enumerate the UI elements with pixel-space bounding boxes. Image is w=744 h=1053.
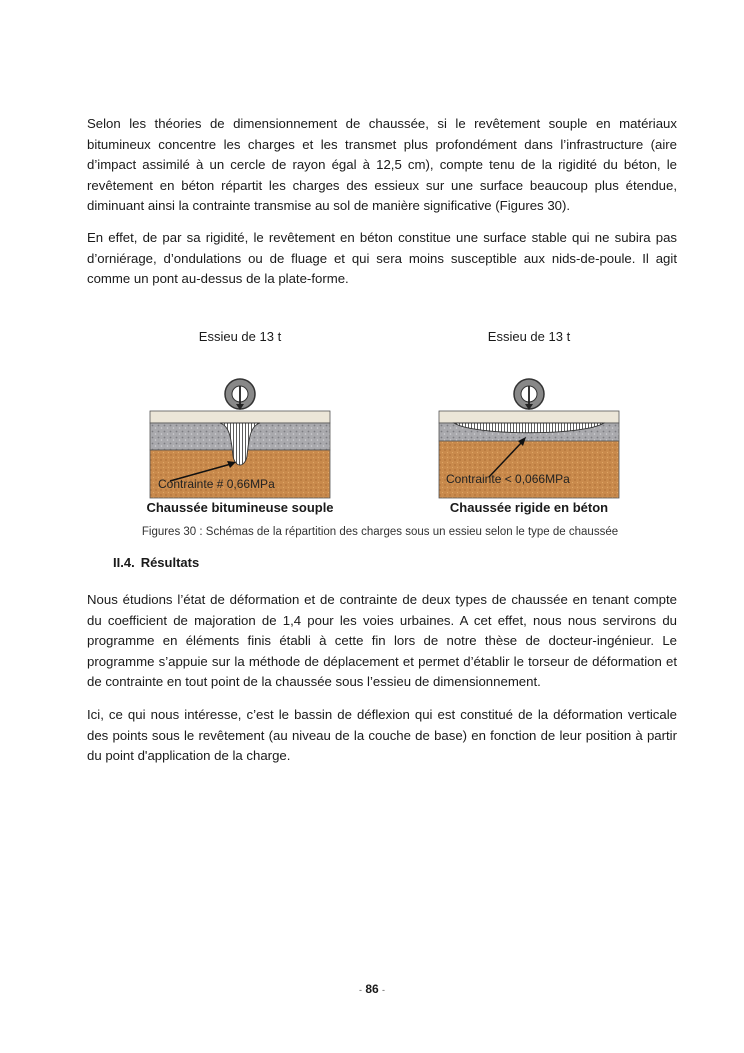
- paragraph-intro: Selon les théories de dimensionnement de chaussée, si le revêtement souple en matériaux bitumineux concentre les charges et les transmet plus profondément dans l’infrastructure (aire d’impact assimilé à un cercle de rayon égal à 12,5 cm), compte tenu de la rigidité du béton, le revêtement en béton répartit les charges des essieux sur une surface beaucoup plus étendue, diminuant ainsi la contrainte transmise au sol de manière significative (Figures 30).: [87, 116, 677, 214]
- paragraph-study: Nous étudions l’état de déformation et de contrainte de deux types de chaussée en tenant compte du coefficient de majoration de 1,4 pour les voies urbaines. A cet effet, nous nous servirons du programme en éléments finis établi à cette fin lors de notre thèse de docteur-ingénieur. Le programme s’appuie sur la méthode de déplacement et permet d’établir le torseur de déformation et de contrainte en tout point de la chaussée sous l’essieu de dimensionnement.: [87, 592, 677, 690]
- left-axle-label: Essieu de 13 t: [198, 329, 282, 344]
- section-heading: [113, 555, 205, 570]
- left-figure-title: Chaussée bitumineuse souple: [146, 500, 334, 515]
- figure-caption: Figures 30 : Schémas de la répartition des charges sous un essieu selon le type de chaussée: [141, 526, 619, 538]
- right-stress-label: Contrainte < 0,066MPa: [446, 472, 570, 486]
- paragraph-deflection: Ici, ce qui nous intéresse, c’est le bassin de déflexion qui est constitué de la déformation verticale des points sous le revêtement (au niveau de la couche de base) en fonction de leur position à partir du point d'application de la charge.: [87, 707, 677, 764]
- page-number: - 86 -: [358, 982, 386, 996]
- page-number-value: 86: [365, 982, 379, 996]
- right-axle-label: Essieu de 13 t: [487, 329, 571, 344]
- left-stress-label: Contrainte # 0,66MPa: [158, 477, 275, 491]
- right-figure-title: Chaussée rigide en béton: [449, 500, 609, 515]
- section-title: Résultats: [140, 555, 200, 570]
- paragraph-rigidity: En effet, de par sa rigidité, le revêtement en béton constitue une surface stable qui ne subira pas d’orniérage, d’ondulations ou de fluage et qui sera moins susceptible aux nids-de-poule. Il agit comme un pont au-dessus de la plate-forme.: [87, 230, 677, 287]
- section-number: II.4.: [113, 555, 135, 570]
